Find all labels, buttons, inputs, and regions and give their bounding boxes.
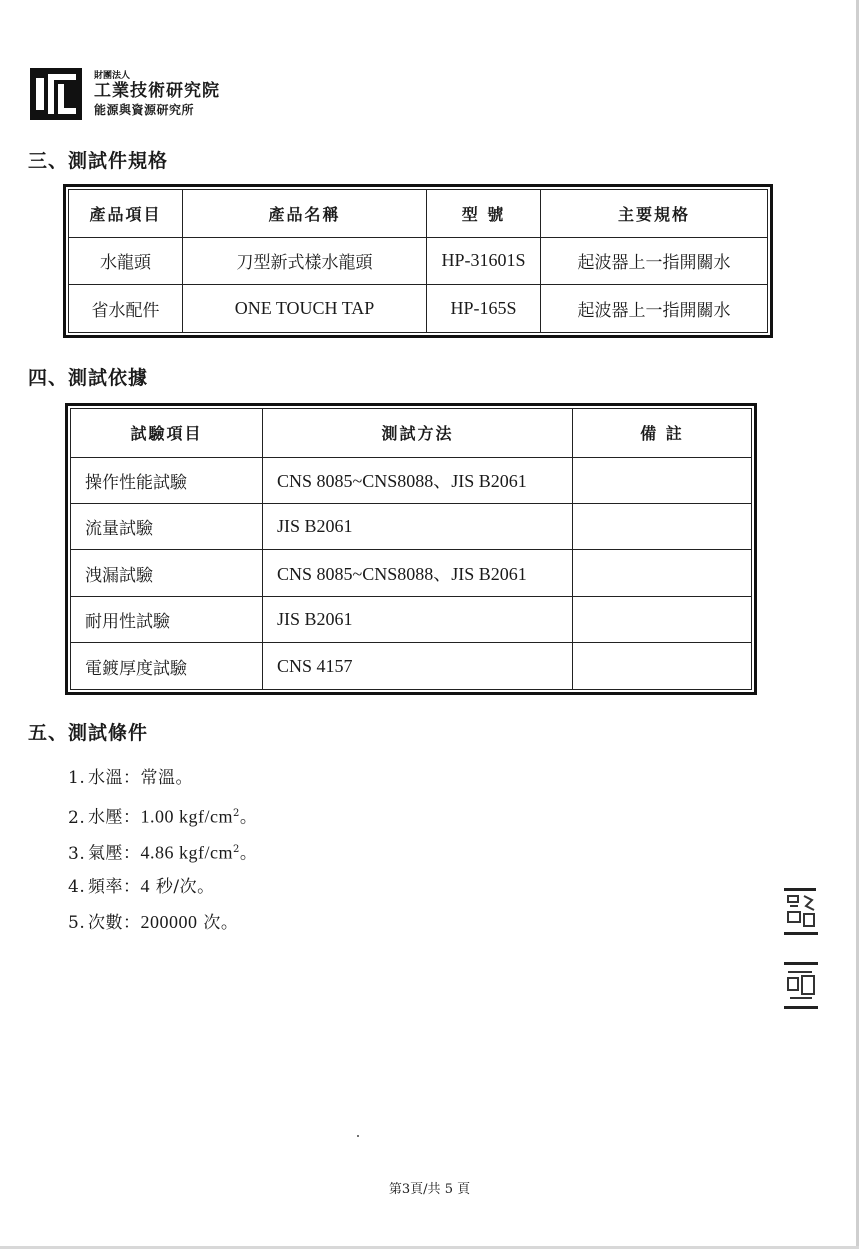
spec-section-title: 三、測試件規格 xyxy=(28,150,169,172)
basis-cell-method: JIS B2061 xyxy=(263,504,573,550)
org-unit: 能源與資源研究所 xyxy=(94,102,195,117)
list-item: 4. 頻率：4 秒/次。 xyxy=(68,868,257,904)
cond-unit: 秒/次 xyxy=(150,877,198,897)
basis-cell-item: 流量試驗 xyxy=(71,504,263,550)
list-item: 5. 次數：200000 次。 xyxy=(68,904,257,940)
table-row xyxy=(71,550,752,596)
org-prefix: 財團法人 xyxy=(94,70,131,81)
basis-header-method: 測試方法 xyxy=(263,409,573,458)
cond-value: 4.86 xyxy=(140,842,174,863)
table-row xyxy=(71,457,752,503)
basis-cell-method: CNS 8085~CNS8088、JIS B2061 xyxy=(263,457,573,503)
conditions-section-title: 五、測試條件 xyxy=(28,722,149,744)
cond-label: 水溫 xyxy=(88,768,123,788)
list-item: 1. 水溫：常溫。 xyxy=(68,760,257,796)
cond-num: 2. xyxy=(68,807,86,828)
cond-sup: 2 xyxy=(233,844,240,855)
spec-header-item: 產品項目 xyxy=(69,190,183,238)
spec-cell-name: 刀型新式樣水龍頭 xyxy=(183,237,427,285)
basis-cell-item: 電鍍厚度試驗 xyxy=(71,643,263,690)
itri-logo-icon xyxy=(30,68,82,120)
spec-cell-spec: 起波器上一指開關水 xyxy=(541,285,768,333)
cond-value: 4 xyxy=(140,876,150,896)
cond-value: 200000 xyxy=(140,912,198,932)
basis-cell-method: JIS B2061 xyxy=(263,596,573,642)
basis-header-item: 試驗項目 xyxy=(71,409,263,458)
spec-cell-spec: 起波器上一指開關水 xyxy=(541,237,768,285)
cond-num: 5. xyxy=(68,913,86,933)
org-block xyxy=(94,72,220,117)
cond-end: 。 xyxy=(220,913,239,933)
cond-value: 常溫 xyxy=(140,768,176,788)
basis-cell-item: 洩漏試驗 xyxy=(71,550,263,596)
seal-stamp-icon xyxy=(782,960,822,1012)
cond-unit: 次 xyxy=(197,913,221,933)
cond-num: 4. xyxy=(68,877,86,897)
page-footer: 第3頁/共 5 頁 xyxy=(388,1182,471,1197)
cond-end: 。 xyxy=(239,843,258,864)
cond-end: 。 xyxy=(239,807,258,828)
basis-cell-item: 操作性能試驗 xyxy=(71,457,263,503)
cond-end: 。 xyxy=(175,768,193,788)
basis-cell-method: CNS 4157 xyxy=(263,643,573,690)
scan-speck xyxy=(357,1135,359,1137)
table-row xyxy=(69,237,768,285)
table-row xyxy=(71,643,752,690)
basis-table xyxy=(65,403,757,695)
basis-cell-remark xyxy=(573,504,752,550)
conditions-list xyxy=(68,760,257,940)
spec-header-model: 型 號 xyxy=(427,190,541,238)
cond-unit: kgf/cm xyxy=(174,842,233,863)
cond-label: 頻率 xyxy=(88,877,123,897)
spec-table-header-row xyxy=(69,190,768,238)
basis-cell-item: 耐用性試驗 xyxy=(71,596,263,642)
spec-header-spec: 主要規格 xyxy=(541,190,768,238)
spec-table xyxy=(63,184,773,338)
basis-cell-remark xyxy=(573,550,752,596)
spec-cell-model: HP-165S xyxy=(427,285,541,333)
spec-cell-item: 水龍頭 xyxy=(69,237,183,285)
seal-stamp-icon xyxy=(782,886,822,938)
basis-header-remark: 備 註 xyxy=(573,409,752,458)
cond-unit: kgf/cm xyxy=(174,806,233,827)
cond-num: 1. xyxy=(68,768,86,788)
spec-header-name: 產品名稱 xyxy=(183,190,427,238)
spec-cell-name: ONE TOUCH TAP xyxy=(183,285,427,333)
org-name: 工業技術研究院 xyxy=(94,81,220,101)
spec-cell-item: 省水配件 xyxy=(69,285,183,333)
table-row xyxy=(71,504,752,550)
cond-sup: 2 xyxy=(233,808,240,819)
basis-cell-remark xyxy=(573,596,752,642)
table-row xyxy=(71,596,752,642)
spec-cell-model: HP-31601S xyxy=(427,237,541,285)
table-row xyxy=(69,285,768,333)
basis-cell-remark xyxy=(573,643,752,690)
cond-end: 。 xyxy=(197,877,215,897)
cond-num: 3. xyxy=(68,843,86,864)
basis-cell-method: CNS 8085~CNS8088、JIS B2061 xyxy=(263,550,573,596)
cond-label: 次數 xyxy=(88,913,123,933)
cond-value: 1.00 xyxy=(140,806,174,827)
letterhead xyxy=(30,66,220,122)
basis-table-header-row xyxy=(71,409,752,458)
cond-label: 水壓 xyxy=(88,807,123,828)
list-item: 2. 水壓：1.00 kgf/$cm^2$。 xyxy=(68,796,257,832)
basis-section-title: 四、測試依據 xyxy=(28,367,149,389)
list-item: 3. 氣壓：4.86 kgf/$cm^2$。 xyxy=(68,832,257,868)
basis-cell-remark xyxy=(573,457,752,503)
cond-label: 氣壓 xyxy=(88,843,123,864)
